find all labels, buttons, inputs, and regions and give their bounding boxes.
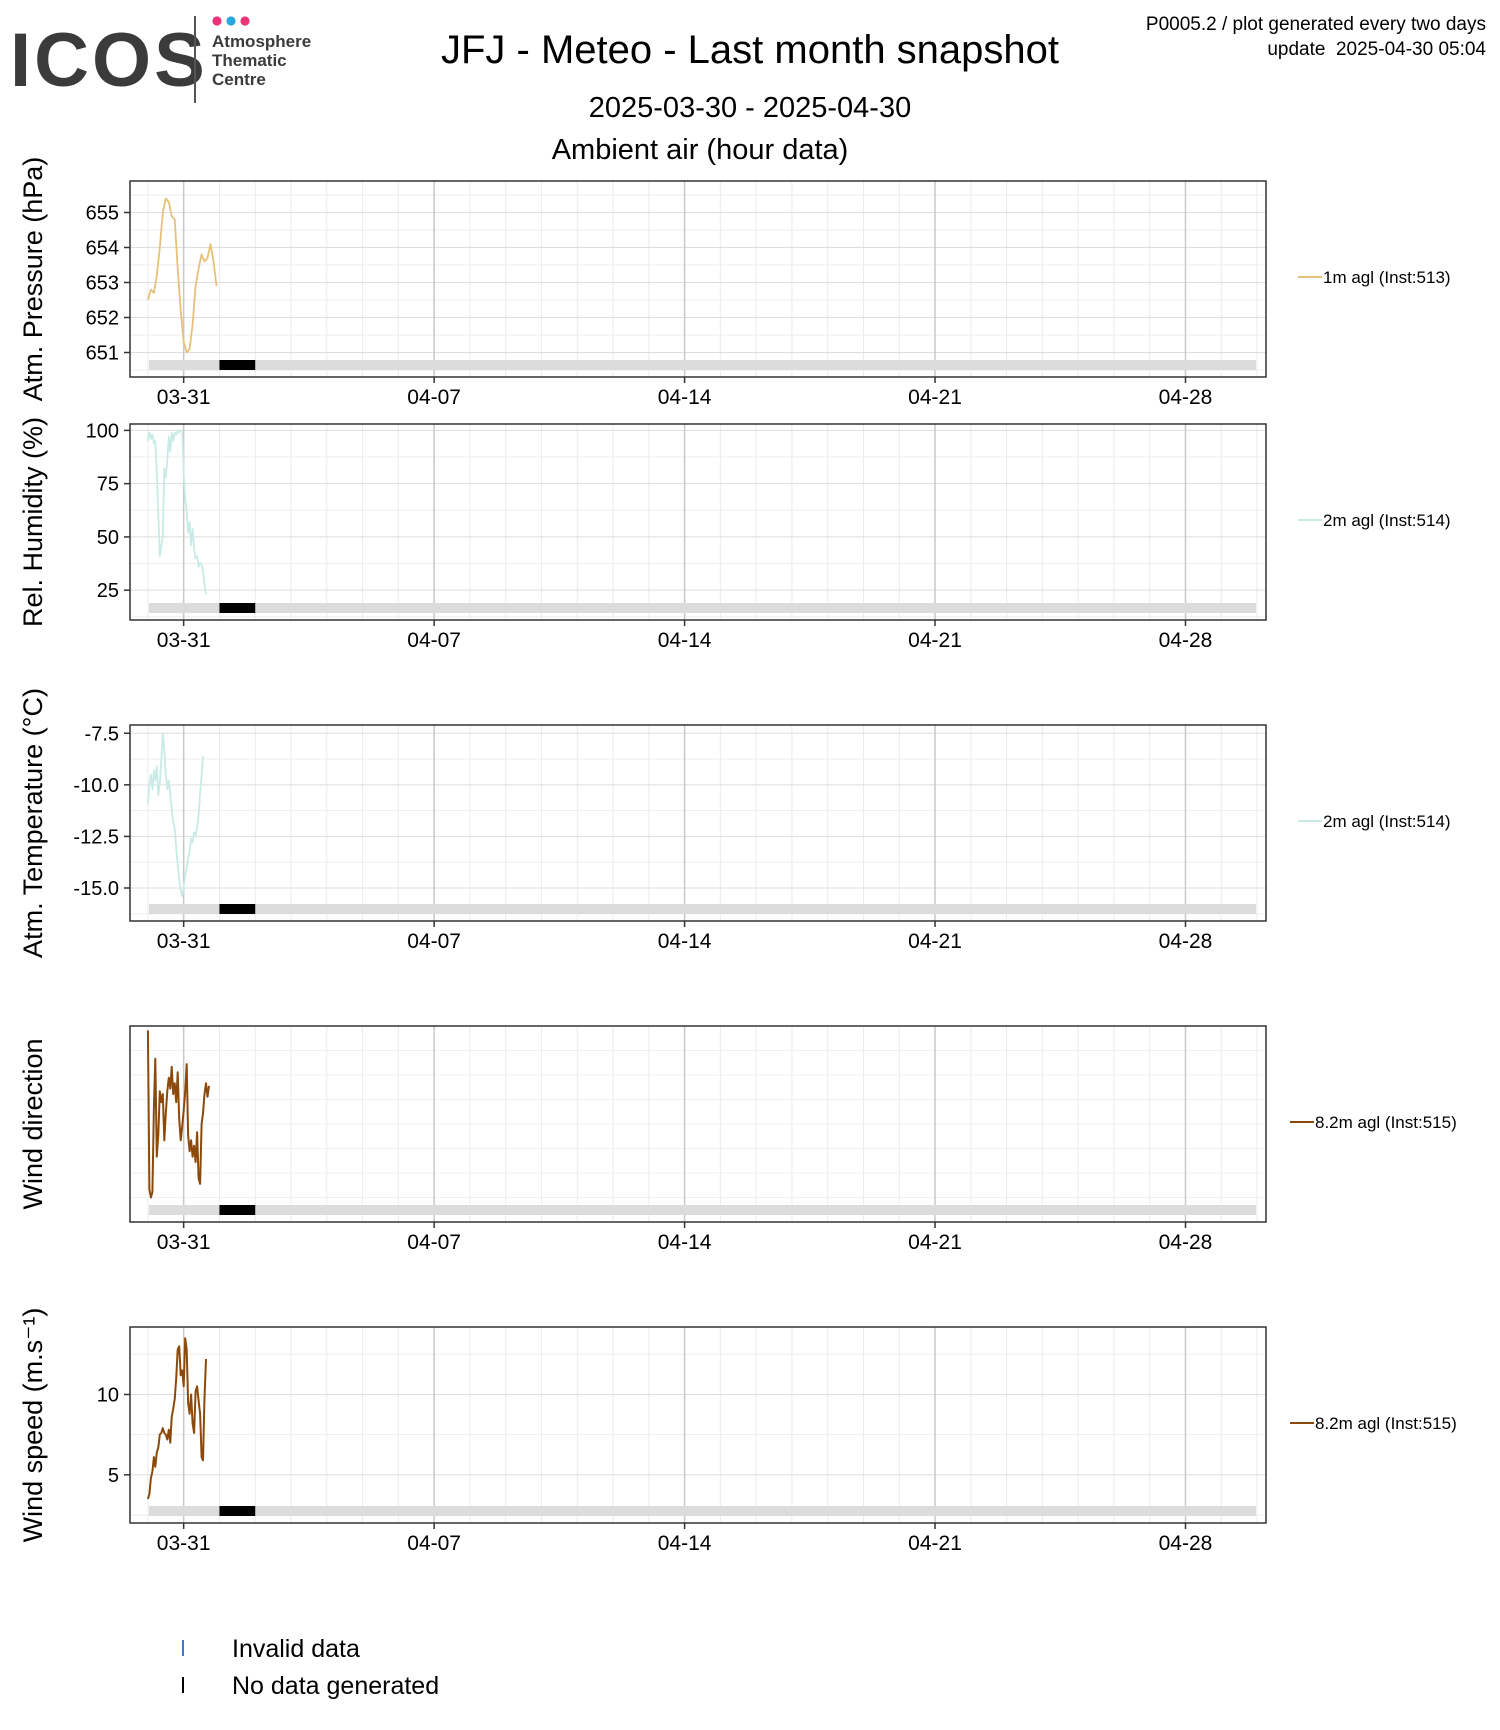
- x-tick-label: 04-07: [407, 629, 461, 652]
- y-axis-title: Wind speed (m.s⁻¹): [18, 1307, 48, 1543]
- y-tick-label: 100: [85, 420, 119, 443]
- panel-2: [18, 417, 1451, 652]
- x-tick-label: 04-14: [657, 386, 712, 409]
- x-tick-label: 04-07: [407, 1532, 461, 1555]
- no-data-segment: [219, 1205, 255, 1215]
- panel-4: [18, 1026, 1457, 1254]
- y-tick-label: 653: [85, 272, 119, 295]
- y-tick-label: 651: [85, 342, 119, 365]
- no-data-segment: [219, 603, 255, 613]
- y-axis-title: Wind direction: [18, 1038, 48, 1210]
- y-tick-label: 75: [96, 473, 119, 496]
- legend-label-1: 8.2m agl (Inst:515): [1315, 1414, 1457, 1433]
- logo-dot-blue: [226, 16, 235, 25]
- y-tick-label: 655: [85, 202, 119, 225]
- x-tick-label: 03-31: [156, 1231, 211, 1254]
- page-title: JFJ - Meteo - Last month snapshot: [440, 28, 1060, 72]
- x-tick-label: 03-31: [156, 930, 211, 953]
- x-tick-label: 04-21: [908, 386, 962, 409]
- no-data-segment: [219, 904, 255, 914]
- logo-dot-pink: [212, 16, 221, 25]
- x-tick-label: 04-28: [1158, 1532, 1213, 1555]
- panel-1: [18, 157, 1451, 409]
- panel-5: [18, 1308, 1457, 1555]
- x-tick-label: 04-21: [908, 1532, 962, 1555]
- date-range: 2025-03-30 - 2025-04-30: [588, 92, 912, 124]
- legend-label-1: 1m agl (Inst:513): [1323, 268, 1451, 287]
- no-data-segment: [219, 1506, 255, 1516]
- plot-area: [130, 725, 1266, 921]
- product-info: P0005.2 / plot generated every two days: [1145, 14, 1486, 35]
- y-tick-label: 652: [85, 307, 119, 330]
- y-axis-title: Atm. Temperature (°C): [18, 688, 48, 958]
- section-title: Ambient air (hour data): [551, 134, 849, 166]
- y-tick-label: -10.0: [73, 774, 119, 797]
- x-tick-label: 04-28: [1158, 1231, 1213, 1254]
- invalid-data-label: Invalid data: [232, 1635, 360, 1663]
- x-tick-label: 04-14: [657, 1231, 712, 1254]
- availability-bar: [149, 1205, 1256, 1215]
- x-tick-label: 03-31: [156, 629, 211, 652]
- x-tick-label: 04-14: [657, 629, 712, 652]
- legend-label-1: 2m agl (Inst:514): [1323, 511, 1451, 530]
- y-tick-label: -15.0: [73, 877, 119, 900]
- x-tick-label: 04-28: [1158, 629, 1213, 652]
- y-tick-label: -7.5: [84, 723, 119, 746]
- x-tick-label: 03-31: [156, 1532, 211, 1555]
- availability-bar: [149, 1506, 1256, 1516]
- y-tick-label: -12.5: [73, 826, 119, 849]
- legend-label-1: 8.2m agl (Inst:515): [1315, 1113, 1457, 1132]
- logo-sub-line-3: Centre: [212, 70, 266, 89]
- x-tick-label: 04-21: [908, 629, 962, 652]
- y-tick-label: 25: [96, 580, 119, 603]
- plot-area: [130, 181, 1266, 377]
- x-tick-label: 04-21: [908, 1231, 962, 1254]
- logo-sub-line-1: Atmosphere: [212, 32, 312, 51]
- x-tick-label: 04-07: [407, 386, 461, 409]
- y-tick-label: 10: [96, 1384, 119, 1407]
- x-tick-label: 04-14: [657, 1532, 712, 1555]
- x-tick-label: 04-07: [407, 930, 461, 953]
- x-tick-label: 04-07: [407, 1231, 461, 1254]
- availability-bar: [149, 904, 1256, 914]
- legend-label-1: 2m agl (Inst:514): [1323, 812, 1451, 831]
- y-tick-label: 5: [107, 1464, 119, 1487]
- update-timestamp: update 2025-04-30 05:04: [1267, 39, 1486, 60]
- no-data-segment: [219, 360, 255, 370]
- logo-dot-pink-2: [240, 16, 249, 25]
- logo-text: ICOS: [10, 18, 208, 103]
- panel-3: [18, 688, 1451, 958]
- x-tick-label: 04-28: [1158, 386, 1213, 409]
- y-axis-title: Atm. Pressure (hPa): [18, 156, 48, 402]
- no-data-label: No data generated: [232, 1672, 440, 1700]
- y-tick-label: 654: [85, 237, 119, 260]
- x-tick-label: 04-14: [657, 930, 712, 953]
- availability-bar: [149, 360, 1256, 370]
- logo-sub-line-2: Thematic: [212, 51, 287, 70]
- chart-panels: [18, 157, 1457, 1555]
- x-tick-label: 04-21: [908, 930, 962, 953]
- availability-bar: [149, 603, 1256, 613]
- y-tick-label: 50: [96, 526, 119, 549]
- y-axis-title: Rel. Humidity (%): [18, 416, 48, 628]
- x-tick-label: 03-31: [156, 386, 211, 409]
- plot-area: [130, 1327, 1266, 1523]
- x-tick-label: 04-28: [1158, 930, 1213, 953]
